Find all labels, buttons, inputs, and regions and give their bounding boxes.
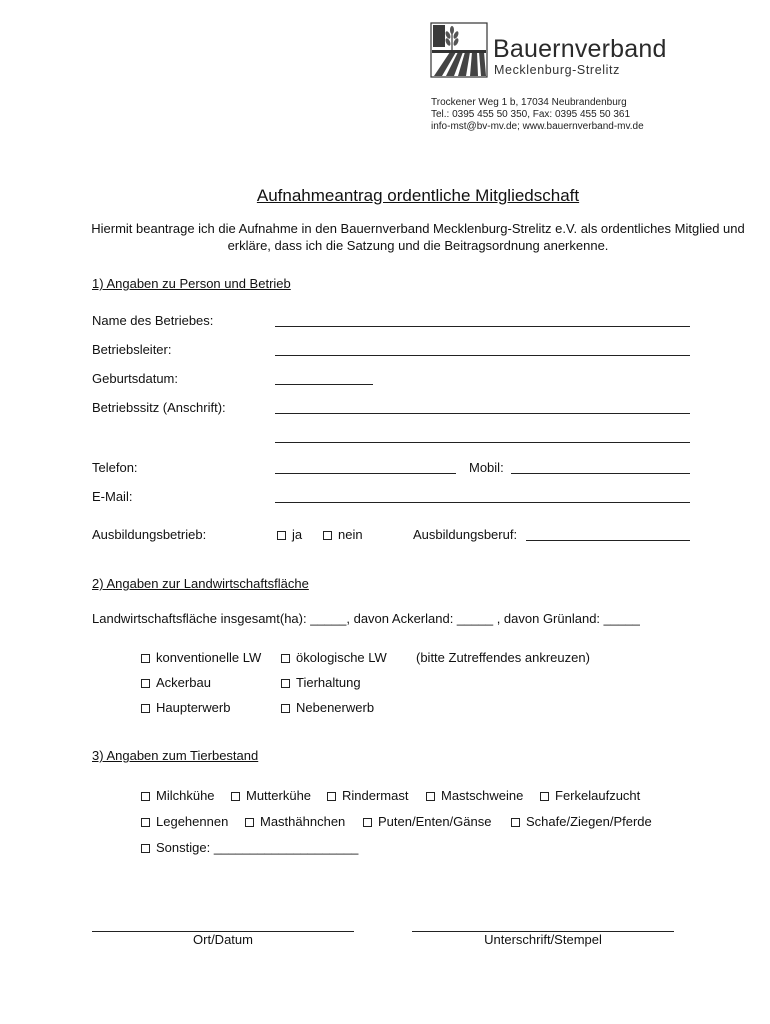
checkbox-puten[interactable]: Puten/Enten/Gänse bbox=[363, 814, 491, 829]
flaeche-line[interactable]: Landwirtschaftsfläche insgesamt(ha): _____, davon Ackerland: _____ , davon Grünland: _____ bbox=[92, 611, 640, 626]
checkbox-icon bbox=[141, 844, 150, 853]
checkbox-icon bbox=[277, 531, 286, 540]
checkbox-icon bbox=[281, 654, 290, 663]
label-mobil: Mobil: bbox=[469, 460, 504, 475]
checkbox-mastschweine[interactable]: Mastschweine bbox=[426, 788, 523, 803]
checkbox-tierhaltung[interactable]: Tierhaltung bbox=[281, 675, 361, 690]
bauernverband-logo-icon bbox=[430, 22, 488, 78]
checkbox-masthaehnchen[interactable]: Masthähnchen bbox=[245, 814, 345, 829]
geburtsdatum-field[interactable] bbox=[275, 384, 373, 385]
checkbox-icon bbox=[141, 679, 150, 688]
checkbox-nein[interactable]: nein bbox=[323, 527, 363, 542]
betrieb-field[interactable] bbox=[275, 326, 690, 327]
checkbox-icon bbox=[327, 792, 336, 801]
label-betrieb: Name des Betriebes: bbox=[92, 313, 214, 328]
form-title: Aufnahmeantrag ordentliche Mitgliedschaft bbox=[256, 186, 580, 205]
checkbox-nebenerwerb[interactable]: Nebenerwerb bbox=[281, 700, 374, 715]
address-line: Trockener Weg 1 b, 17034 Neubrandenburg bbox=[431, 97, 627, 108]
mobil-field[interactable] bbox=[511, 473, 690, 474]
checkbox-icon bbox=[323, 531, 332, 540]
email-field[interactable] bbox=[275, 502, 690, 503]
checkbox-konventionell[interactable]: konventionelle LW bbox=[141, 650, 261, 665]
section-3-heading: 3) Angaben zum Tierbestand bbox=[92, 748, 259, 763]
checkbox-icon bbox=[245, 818, 254, 827]
checkbox-ackerbau[interactable]: Ackerbau bbox=[141, 675, 211, 690]
checkbox-milchkuehe[interactable]: Milchkühe bbox=[141, 788, 215, 803]
checkbox-icon bbox=[363, 818, 372, 827]
label-betriebssitz: Betriebssitz (Anschrift): bbox=[92, 400, 226, 415]
label-telefon: Telefon: bbox=[92, 460, 138, 475]
label-ausbildungsberuf: Ausbildungsberuf: bbox=[413, 527, 518, 542]
betriebssitz-field-2[interactable] bbox=[275, 442, 690, 443]
telefon-field[interactable] bbox=[275, 473, 456, 474]
checkbox-ja[interactable]: ja bbox=[277, 527, 302, 542]
checkbox-icon bbox=[141, 818, 150, 827]
checkbox-legehennen[interactable]: Legehennen bbox=[141, 814, 228, 829]
label-betriebsleiter: Betriebsleiter: bbox=[92, 342, 172, 357]
section-2-heading: 2) Angaben zur Landwirtschaftsfläche bbox=[92, 576, 309, 591]
betriebssitz-field[interactable] bbox=[275, 413, 690, 414]
ausbildungsberuf-field[interactable] bbox=[526, 540, 690, 541]
checkbox-icon bbox=[281, 704, 290, 713]
logo-subtitle: Mecklenburg-Strelitz bbox=[494, 63, 620, 77]
checkbox-icon bbox=[141, 792, 150, 801]
checkbox-oekologisch[interactable]: ökologische LW bbox=[281, 650, 387, 665]
checkbox-icon bbox=[231, 792, 240, 801]
section-1-heading: 1) Angaben zu Person und Betrieb bbox=[92, 276, 291, 291]
betriebsleiter-field[interactable] bbox=[275, 355, 690, 356]
contact-line: Tel.: 0395 455 50 350, Fax: 0395 455 50 361 bbox=[431, 109, 631, 120]
checkbox-mutterkuehe[interactable]: Mutterkühe bbox=[231, 788, 311, 803]
label-geburtsdatum: Geburtsdatum: bbox=[92, 371, 178, 386]
checkbox-sonstige[interactable]: Sonstige: ____________________ bbox=[141, 840, 358, 855]
checkbox-rindermast[interactable]: Rindermast bbox=[327, 788, 408, 803]
checkbox-icon bbox=[281, 679, 290, 688]
email-web-line: info-mst@bv-mv.de; www.bauernverband-mv.de bbox=[431, 121, 644, 132]
unterschrift-label: Unterschrift/Stempel bbox=[484, 932, 602, 947]
checkbox-haupterwerb[interactable]: Haupterwerb bbox=[141, 700, 230, 715]
ort-datum-label: Ort/Datum bbox=[193, 932, 253, 947]
label-ausbildungsbetrieb: Ausbildungsbetrieb: bbox=[92, 527, 207, 542]
checkbox-icon bbox=[426, 792, 435, 801]
checkbox-icon bbox=[141, 704, 150, 713]
logo-name: Bauernverband bbox=[493, 35, 667, 63]
checkbox-icon bbox=[511, 818, 520, 827]
intro-text: Hiermit beantrage ich die Aufnahme in den Bauernverband Mecklenburg-Strelitz e.V. als ordentliches Mitglied und erkläre, dass ich die Satzung und die Beitragsordnung anerkenne. bbox=[91, 221, 745, 253]
label-email: E-Mail: bbox=[92, 489, 133, 504]
checkbox-ferkelaufzucht[interactable]: Ferkelaufzucht bbox=[540, 788, 640, 803]
hint-text: (bitte Zutreffendes ankreuzen) bbox=[416, 650, 590, 665]
checkbox-schafe[interactable]: Schafe/Ziegen/Pferde bbox=[511, 814, 652, 829]
checkbox-icon bbox=[141, 654, 150, 663]
checkbox-icon bbox=[540, 792, 549, 801]
